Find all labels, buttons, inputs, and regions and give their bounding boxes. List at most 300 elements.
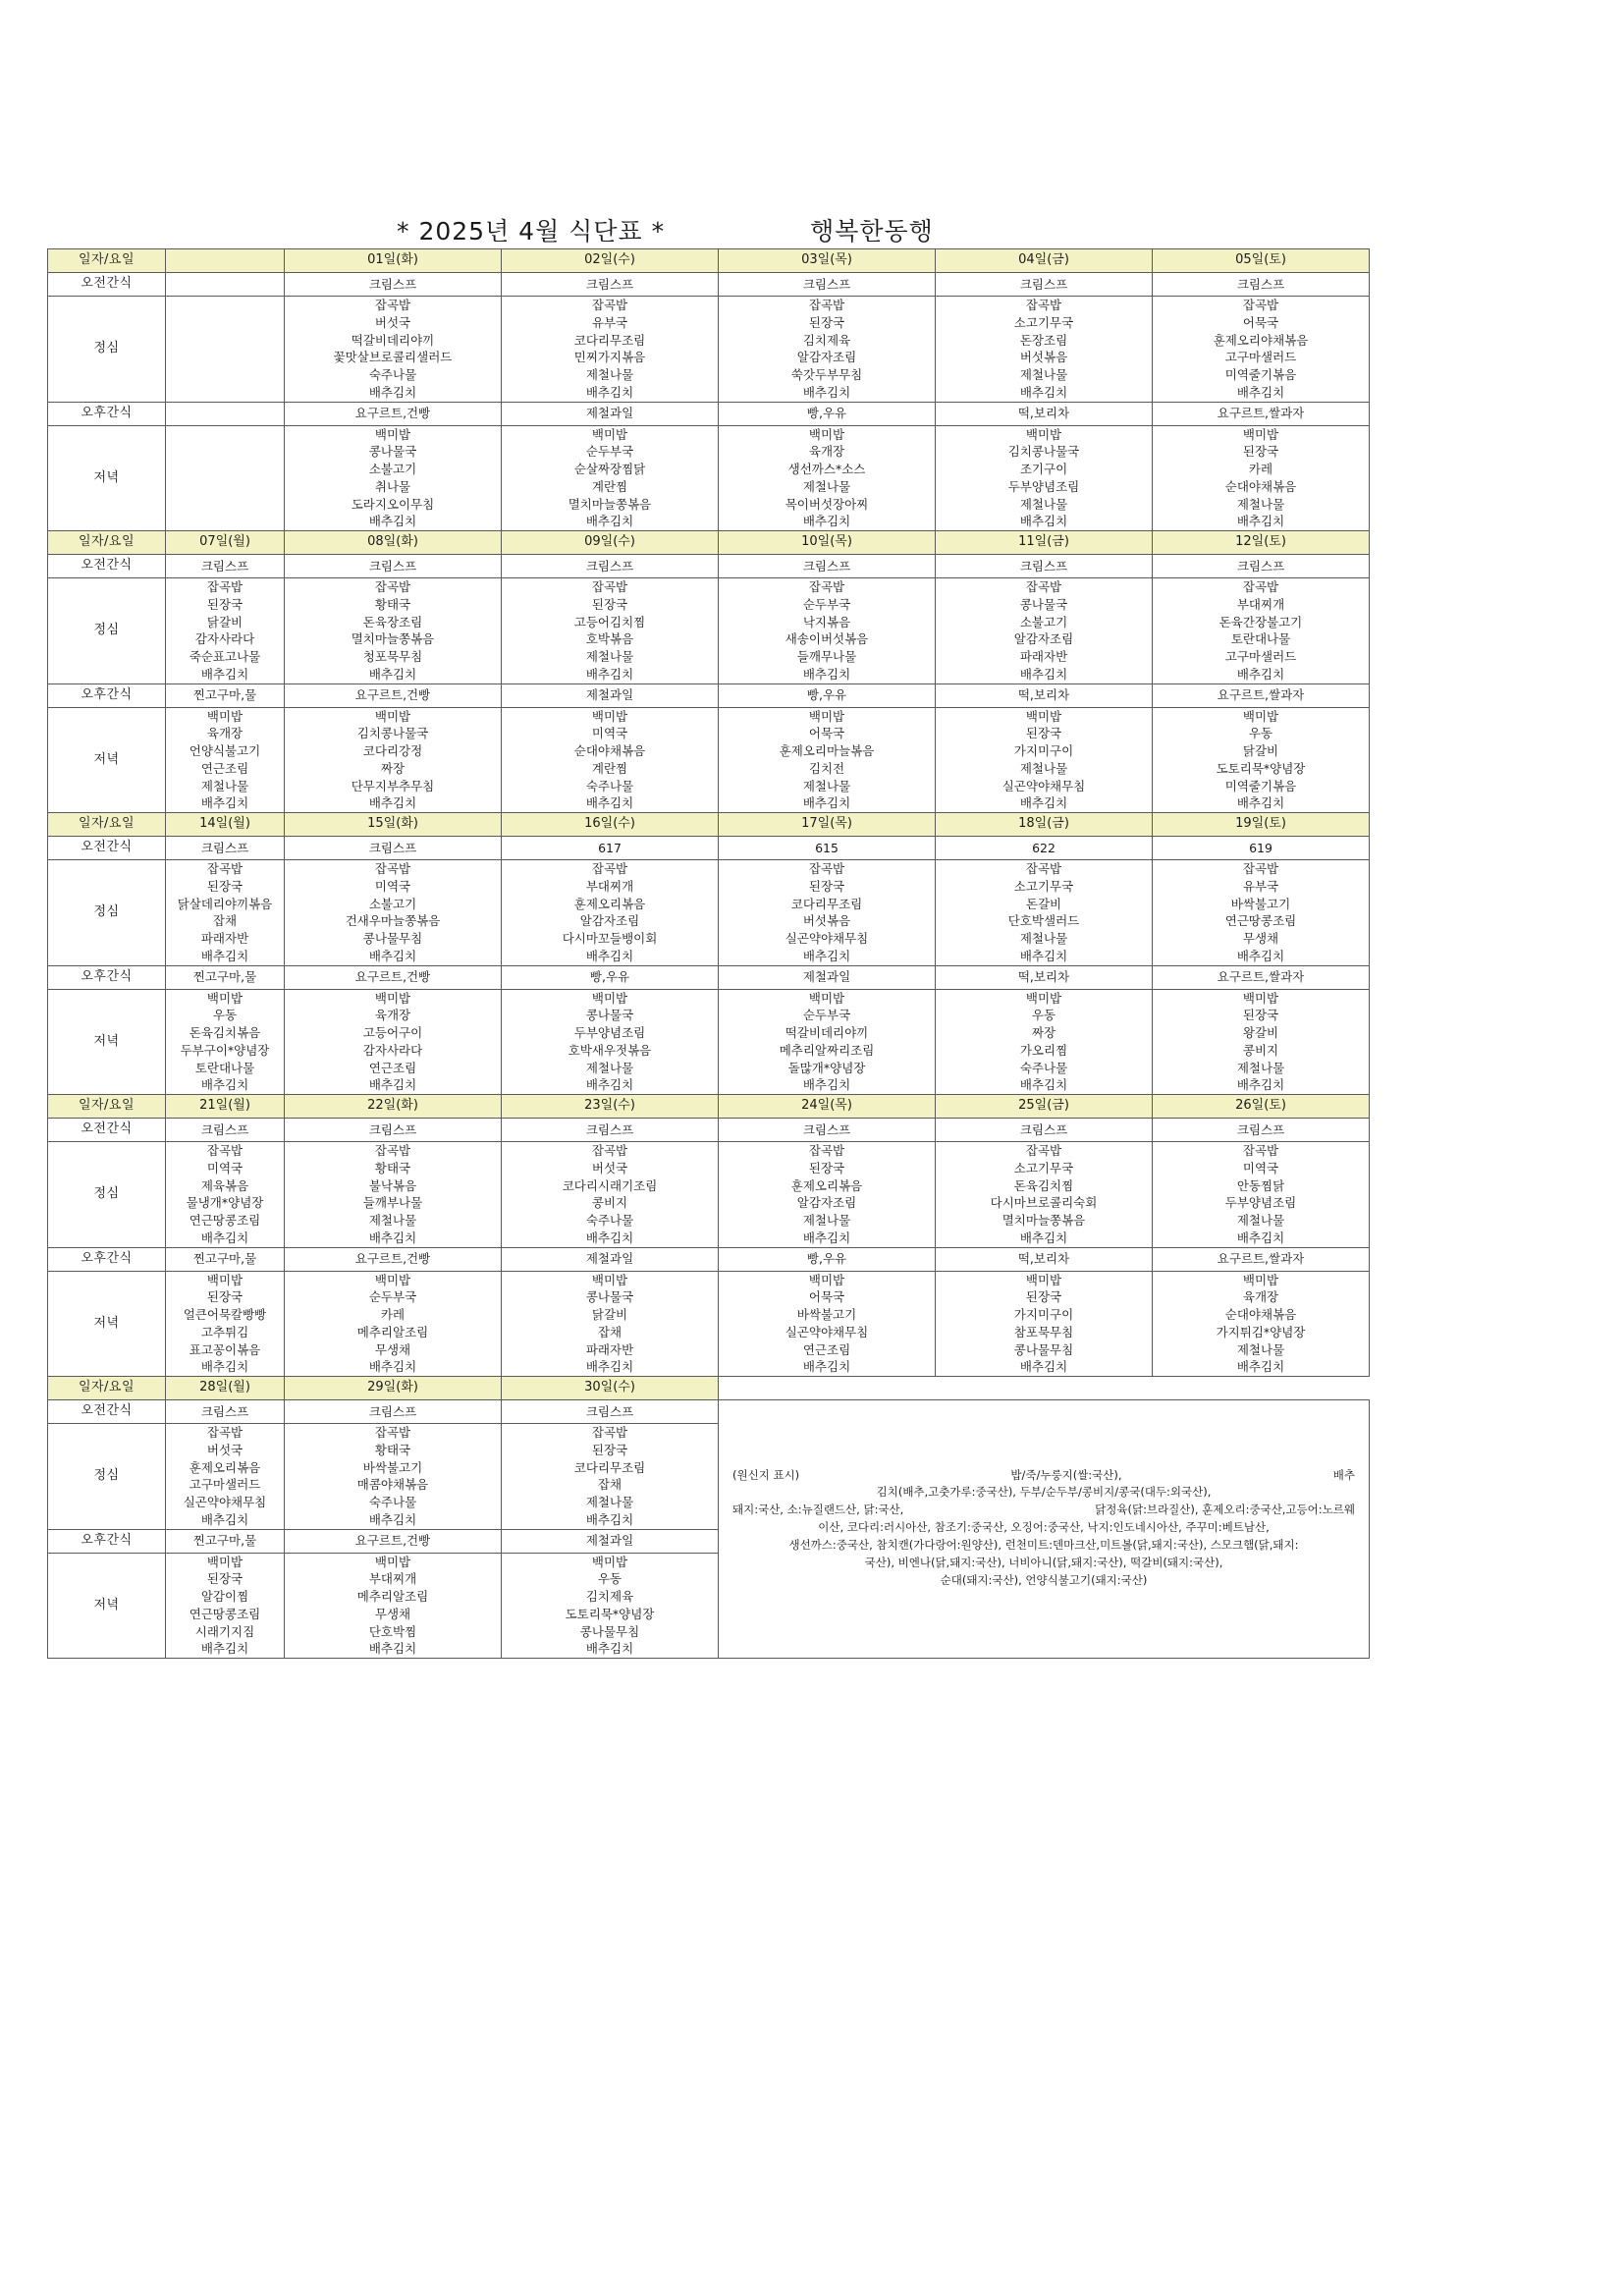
dinner-cell <box>936 707 1153 813</box>
dish-item: 두부양념조림 <box>573 1025 646 1040</box>
dish-item: 훈제오리볶음 <box>189 1459 261 1475</box>
dish-item: 돈갈비 <box>1025 896 1062 911</box>
afternoon-snack-cell: 요구르트,쌀과자 <box>1153 402 1370 425</box>
dish-item: 민찌가지볶음 <box>573 350 646 365</box>
dinner-row <box>48 1271 1587 1377</box>
date-cell: 03일(목) <box>719 249 936 273</box>
dish-item: 된장국 <box>1242 1008 1279 1023</box>
lunch-cell <box>285 578 502 684</box>
afternoon-snack-cell: 요구르트,쌀과자 <box>1153 683 1370 707</box>
dish-item: 유부국 <box>1242 878 1279 894</box>
dinner-cell <box>166 1271 285 1377</box>
dish-item: 숙주나물 <box>1019 1060 1068 1075</box>
dish-item: 메추리알조림 <box>356 1324 429 1339</box>
dish-item: 순두부국 <box>585 444 634 460</box>
dish-item: 배추김치 <box>585 795 634 811</box>
dinner-cell <box>1153 425 1370 531</box>
dish-item: 단호박찜 <box>368 1623 417 1639</box>
dish-item: 카레 <box>380 1307 406 1322</box>
dish-item: 배추김치 <box>802 1077 851 1093</box>
dish-item: 배추김치 <box>368 384 417 400</box>
dinner-cell <box>719 989 936 1095</box>
dish-item: 순두부국 <box>802 1008 851 1023</box>
afternoon-snack-row <box>48 965 1587 989</box>
dish-item: 배추김치 <box>200 1641 249 1657</box>
row-label-afternoon-snack: 오후간식 <box>48 1247 166 1271</box>
lunch-cell <box>166 1142 285 1248</box>
dish-item: 낙지볶음 <box>802 614 851 629</box>
dish-item: 배추김치 <box>200 1511 249 1527</box>
dish-item: 두부구이*양념장 <box>180 1042 270 1058</box>
dish-item: 메추리알짜리조림 <box>779 1042 875 1058</box>
dish-item: 실곤약야채무침 <box>183 1495 267 1509</box>
dish-item: 얼큰어묵칼빵빵 <box>183 1307 267 1322</box>
dish-item: 고추튀김 <box>200 1324 249 1339</box>
dish-item: 매콤야채볶음 <box>356 1477 429 1493</box>
dish-item: 제철나물 <box>802 478 851 494</box>
morning-snack-cell: 크림스프 <box>1153 273 1370 297</box>
date-header-row <box>48 1095 1587 1119</box>
dish-item: 훈제오리볶음 <box>790 1177 863 1193</box>
origin-note-line: 밥/죽/누룽지(쌀:국산), <box>1010 1467 1122 1482</box>
dish-item: 콩나물국 <box>585 1008 634 1023</box>
dish-item: 백미밥 <box>808 990 845 1006</box>
dish-item: 백미밥 <box>1025 1272 1062 1287</box>
dish-item: 멸치마늘쫑볶음 <box>1001 1213 1086 1228</box>
dish-item: 잡곡밥 <box>808 298 845 312</box>
dish-item: 배추김치 <box>1019 514 1068 529</box>
dish-item: 백미밥 <box>206 990 244 1006</box>
lunch-cell <box>502 1424 719 1530</box>
lunch-cell <box>1153 860 1370 966</box>
row-label-morning-snack: 오전간식 <box>48 273 166 297</box>
dish-item: 돈육김치볶음 <box>189 1025 261 1040</box>
lunch-cell <box>1153 297 1370 403</box>
dish-item: 고구마샐러드 <box>1224 350 1297 365</box>
dish-item: 배추김치 <box>585 948 634 963</box>
dish-item: 건새우마늘쫑볶음 <box>345 913 441 929</box>
dish-item: 도라지오이무침 <box>351 496 435 512</box>
dish-item: 알감자조림 <box>796 1195 857 1211</box>
dish-item: 우동 <box>1248 726 1273 741</box>
dish-item: 잡곡밥 <box>591 1143 628 1158</box>
dish-item: 배추김치 <box>368 514 417 529</box>
dish-item: 배추김치 <box>1019 1077 1068 1093</box>
dish-item: 표고꽁이볶음 <box>189 1341 261 1357</box>
organization-name: 행복한동행 <box>810 217 934 246</box>
dish-item: 버섯국 <box>591 1160 628 1175</box>
lunch-cell <box>936 860 1153 966</box>
afternoon-snack-row <box>48 402 1587 425</box>
dish-item: 배추김치 <box>1019 384 1068 400</box>
dish-item: 잡곡밥 <box>374 1425 411 1440</box>
dish-item: 된장국 <box>206 1571 244 1587</box>
afternoon-snack-cell: 빵,우유 <box>719 1247 936 1271</box>
dish-item: 닭갈비 <box>591 1307 628 1322</box>
dish-item: 백미밥 <box>206 708 244 724</box>
dish-item: 청포묵무침 <box>362 649 423 664</box>
dish-item: 육개장 <box>206 726 244 741</box>
dish-item: 백미밥 <box>374 990 411 1006</box>
date-cell: 29일(화) <box>285 1377 502 1400</box>
afternoon-snack-cell: 요구르트,쌀과자 <box>1153 1247 1370 1271</box>
morning-snack-cell: 크림스프 <box>719 555 936 578</box>
dish-item: 들깨무나물 <box>796 649 857 664</box>
lunch-cell <box>936 578 1153 684</box>
dinner-cell <box>502 707 719 813</box>
origin-note-line: 배추 <box>1332 1467 1355 1482</box>
dish-item: 백미밥 <box>206 1554 244 1569</box>
dish-item: 백미밥 <box>591 990 628 1006</box>
dish-item: 콩나물무침 <box>362 931 423 946</box>
dish-item: 잡곡밥 <box>808 579 845 594</box>
morning-snack-cell: 크림스프 <box>719 1119 936 1142</box>
dish-item: 백미밥 <box>374 1272 411 1287</box>
dish-item: 백미밥 <box>1242 426 1279 442</box>
dinner-cell <box>166 1553 285 1659</box>
dish-item: 바싹불고기 <box>1230 896 1291 911</box>
date-cell: 30일(수) <box>502 1377 719 1400</box>
dish-item: 코다리무조림 <box>573 1459 646 1475</box>
dish-item: 배추김치 <box>368 948 417 963</box>
dish-item: 백미밥 <box>374 426 411 442</box>
afternoon-snack-cell: 요구르트,쌀과자 <box>1153 965 1370 989</box>
dish-item: 콩나물국 <box>368 444 417 460</box>
date-cell: 05일(토) <box>1153 249 1370 273</box>
dish-item: 버섯국 <box>374 314 411 330</box>
dish-item: 멸치마늘쫑볶음 <box>568 496 652 512</box>
dish-item: 감자사라다 <box>194 631 255 647</box>
dish-item: 백미밥 <box>591 708 628 724</box>
dish-item: 코다리무조림 <box>573 332 646 348</box>
dish-item: 돌많개*양념장 <box>787 1060 866 1075</box>
afternoon-snack-cell: 제철과일 <box>502 683 719 707</box>
dish-item: 새송이버섯볶음 <box>785 631 869 647</box>
row-label-dinner: 저녁 <box>48 1553 166 1659</box>
dish-item: 훈제오리야채볶음 <box>1213 332 1309 348</box>
dish-item: 된장국 <box>808 314 845 330</box>
lunch-cell <box>719 860 936 966</box>
dinner-row <box>48 989 1587 1095</box>
dish-item: 잡곡밥 <box>591 1425 628 1440</box>
dish-item: 제철나물 <box>200 778 249 793</box>
dish-item: 배추김치 <box>368 1077 417 1093</box>
dish-item: 콩나물국 <box>1019 596 1068 612</box>
date-cell: 15일(화) <box>285 813 502 837</box>
dish-item: 고구마샐러드 <box>1224 649 1297 664</box>
dish-item: 잡곡밥 <box>1025 1143 1062 1158</box>
dinner-cell <box>285 1271 502 1377</box>
dish-item: 제철나물 <box>1019 367 1068 382</box>
afternoon-snack-cell: 떡,보리차 <box>936 402 1153 425</box>
dish-item: 미역국 <box>206 1160 244 1175</box>
dish-item: 잡곡밥 <box>206 579 244 594</box>
dish-item: 백미밥 <box>1242 708 1279 724</box>
dish-item: 소고기무국 <box>1013 878 1074 894</box>
dish-item: 백미밥 <box>1025 990 1062 1006</box>
dish-item: 잡곡밥 <box>374 298 411 312</box>
dish-item: 된장국 <box>206 596 244 612</box>
dish-item: 버섯국 <box>206 1442 244 1457</box>
dish-item: 잡곡밥 <box>808 1143 845 1158</box>
dish-item: 백미밥 <box>808 426 845 442</box>
row-label-lunch: 정심 <box>48 578 166 684</box>
dish-item: 실곤약야채무침 <box>785 931 869 946</box>
date-cell: 28일(월) <box>166 1377 285 1400</box>
row-label-lunch: 정심 <box>48 297 166 403</box>
afternoon-snack-cell: 제철과일 <box>719 965 936 989</box>
dish-item: 연근조림 <box>200 760 249 776</box>
dish-item: 김치콩나물국 <box>356 726 429 741</box>
dish-item: 떡갈비데리야끼 <box>351 332 435 348</box>
row-label-morning-snack: 오전간식 <box>48 1400 166 1424</box>
dish-item: 제철나물 <box>802 1213 851 1228</box>
date-cell: 22일(화) <box>285 1095 502 1119</box>
dish-item: 무생채 <box>374 1606 411 1621</box>
dish-item: 단무지부추무침 <box>351 778 435 793</box>
dinner-cell <box>502 1271 719 1377</box>
morning-snack-cell: 크림스프 <box>936 273 1153 297</box>
dish-item: 소불고기 <box>368 896 417 911</box>
dish-item: 잡채 <box>597 1477 623 1493</box>
dish-item: 제철나물 <box>1019 760 1068 776</box>
dish-item: 버섯볶음 <box>1019 350 1068 365</box>
lunch-cell <box>719 578 936 684</box>
row-label-dinner: 저녁 <box>48 1271 166 1377</box>
meal-plan-table <box>47 248 1587 1659</box>
dish-item: 배추김치 <box>1019 1230 1068 1245</box>
dish-item: 배추김치 <box>1236 1077 1285 1093</box>
row-label-date: 일자/요일 <box>48 1377 166 1400</box>
dish-item: 배추김치 <box>1019 948 1068 963</box>
dish-item: 배추김치 <box>368 1230 417 1245</box>
date-cell: 04일(금) <box>936 249 1153 273</box>
morning-snack-cell: 615 <box>719 837 936 860</box>
afternoon-snack-cell: 요구르트,건빵 <box>285 1247 502 1271</box>
dish-item: 알감자조림 <box>579 913 640 929</box>
date-cell: 12일(토) <box>1153 531 1370 555</box>
dish-item: 백미밥 <box>374 708 411 724</box>
dish-item: 언양식불고기 <box>189 743 261 758</box>
dish-item: 제철나물 <box>585 1060 634 1075</box>
ingredient-origin-note <box>719 1400 1370 1659</box>
dish-item: 미역국 <box>1242 1160 1279 1175</box>
dish-item: 도토리묵*양념장 <box>1216 760 1306 776</box>
dinner-cell <box>285 1553 502 1659</box>
date-cell: 09일(수) <box>502 531 719 555</box>
dish-item: 콩나물국 <box>585 1289 634 1305</box>
dish-item: 소불고기 <box>1019 614 1068 629</box>
dish-item: 백미밥 <box>591 1554 628 1569</box>
afternoon-snack-cell: 요구르트,건빵 <box>285 402 502 425</box>
date-header-row <box>48 531 1587 555</box>
dish-item: 연근땅콩조림 <box>189 1213 261 1228</box>
dish-item: 된장국 <box>808 878 845 894</box>
dish-item: 코다리강정 <box>362 743 423 758</box>
row-label-dinner: 저녁 <box>48 989 166 1095</box>
dish-item: 제철나물 <box>1019 496 1068 512</box>
dish-item: 단호박샐러드 <box>1007 913 1080 929</box>
dish-item: 제철나물 <box>802 778 851 793</box>
dish-item: 배추김치 <box>1236 384 1285 400</box>
dish-item: 배추김치 <box>368 1641 417 1657</box>
dish-item: 잡곡밥 <box>1025 861 1062 876</box>
dish-item: 숙주나물 <box>368 1495 417 1509</box>
lunch-cell <box>936 297 1153 403</box>
afternoon-snack-cell: 떡,보리차 <box>936 683 1153 707</box>
morning-snack-cell: 619 <box>1153 837 1370 860</box>
dish-item: 가오리찜 <box>1019 1042 1068 1058</box>
dish-item: 배추김치 <box>802 514 851 529</box>
origin-note-line: 닭정육(닭:브라질산), 훈제오리:중국산,고등어:노르웨 <box>1095 1503 1355 1517</box>
dish-item: 우동 <box>212 1008 238 1023</box>
spacer-cell <box>166 402 285 425</box>
dish-item: 잡곡밥 <box>374 1143 411 1158</box>
morning-snack-cell: 크림스프 <box>166 837 285 860</box>
dish-item: 배추김치 <box>585 514 634 529</box>
dish-item: 잡곡밥 <box>1242 861 1279 876</box>
afternoon-snack-cell: 찐고구마,물 <box>166 965 285 989</box>
spacer-cell <box>166 297 285 403</box>
dish-item: 백미밥 <box>1025 708 1062 724</box>
dish-item: 부대찌개 <box>1236 596 1285 612</box>
origin-note-header: (원신지 표시) <box>732 1467 800 1482</box>
dish-item: 파래자반 <box>200 931 249 946</box>
dish-item: 제철나물 <box>1236 496 1285 512</box>
dish-item: 제철나물 <box>1236 1213 1285 1228</box>
dish-item: 배추김치 <box>368 1511 417 1527</box>
dish-item: 고구마샐러드 <box>189 1477 261 1493</box>
lunch-cell <box>285 297 502 403</box>
dish-item: 우동 <box>597 1571 623 1587</box>
dish-item: 배추김치 <box>802 948 851 963</box>
dish-item: 꽃맛살브로콜리샐러드 <box>333 350 453 365</box>
dinner-cell <box>285 989 502 1095</box>
date-cell: 21일(월) <box>166 1095 285 1119</box>
dish-item: 황태국 <box>374 1160 411 1175</box>
dish-item: 바싹불고기 <box>796 1307 857 1322</box>
dish-item: 배추김치 <box>368 1359 417 1375</box>
dinner-cell <box>502 989 719 1095</box>
row-label-date: 일자/요일 <box>48 531 166 555</box>
dish-item: 김치콩나물국 <box>1007 444 1080 460</box>
afternoon-snack-cell: 빵,우유 <box>502 965 719 989</box>
dish-item: 배추김치 <box>585 1511 634 1527</box>
dish-item: 배추김치 <box>585 1641 634 1657</box>
dish-item: 돈육김치찜 <box>1013 1177 1074 1193</box>
dish-item: 알감자조림 <box>1013 631 1074 647</box>
date-cell: 14일(월) <box>166 813 285 837</box>
dinner-cell <box>285 425 502 531</box>
lunch-row <box>48 297 1587 403</box>
dish-item: 무생채 <box>374 1341 411 1357</box>
lunch-cell <box>1153 578 1370 684</box>
dish-item: 바싹불고기 <box>362 1459 423 1475</box>
morning-snack-cell: 크림스프 <box>936 1119 1153 1142</box>
dish-item: 가지미구이 <box>1013 743 1074 758</box>
dish-item: 된장국 <box>1025 726 1062 741</box>
dish-item: 고등어김치찜 <box>573 614 646 629</box>
morning-snack-cell: 617 <box>502 837 719 860</box>
date-cell: 26일(토) <box>1153 1095 1370 1119</box>
dish-item: 돈장조림 <box>1019 332 1068 348</box>
dish-item: 된장국 <box>1025 1289 1062 1305</box>
lunch-cell <box>166 578 285 684</box>
dish-item: 제철나물 <box>585 367 634 382</box>
dish-item: 김치제육 <box>802 332 851 348</box>
dish-item: 도토리묵*양념장 <box>565 1606 655 1621</box>
dish-item: 제철나물 <box>585 649 634 664</box>
spacer-cell <box>166 425 285 531</box>
dish-item: 돈육장조림 <box>362 614 423 629</box>
dish-item: 실곤약야채무침 <box>785 1324 869 1339</box>
afternoon-snack-row <box>48 1247 1587 1271</box>
dinner-cell <box>166 989 285 1095</box>
dish-item: 호박새우젓볶음 <box>568 1042 652 1058</box>
row-label-afternoon-snack: 오후간식 <box>48 965 166 989</box>
dish-item: 잡곡밥 <box>374 579 411 594</box>
dish-item: 배추김치 <box>802 384 851 400</box>
row-label-lunch: 정심 <box>48 860 166 966</box>
dinner-cell <box>502 425 719 531</box>
dish-item: 연근땅콩조림 <box>189 1606 261 1621</box>
dish-item: 조기구이 <box>1019 462 1068 476</box>
row-label-dinner: 저녁 <box>48 425 166 531</box>
afternoon-snack-cell: 제철과일 <box>502 1529 719 1553</box>
dish-item: 멸치마늘쫑볶음 <box>351 631 435 647</box>
dish-item: 배추김치 <box>802 795 851 811</box>
lunch-cell <box>1153 1142 1370 1248</box>
morning-snack-cell: 크림스프 <box>166 555 285 578</box>
dish-item: 버섯볶음 <box>802 913 851 929</box>
dish-item: 백미밥 <box>374 1554 411 1569</box>
dish-item: 제철나물 <box>368 1213 417 1228</box>
dinner-cell <box>502 1553 719 1659</box>
origin-note-line: 생선까스:중국산, 참치캔(가다랑어:원양산), 런천미트:덴마크산,미트볼(닭,돼지:국산), 스모크햄(닭,돼지: <box>788 1537 1299 1552</box>
morning-snack-cell: 크림스프 <box>285 837 502 860</box>
afternoon-snack-row <box>48 683 1587 707</box>
dish-item: 숙주나물 <box>585 1213 634 1228</box>
dish-item: 코다리시래기조림 <box>562 1177 658 1193</box>
dish-item: 잡곡밥 <box>591 298 628 312</box>
date-cell: 10일(목) <box>719 531 936 555</box>
morning-snack-cell: 크림스프 <box>285 1119 502 1142</box>
lunch-cell <box>936 1142 1153 1248</box>
lunch-cell <box>166 1424 285 1530</box>
dish-item: 배추김치 <box>585 384 634 400</box>
dish-item: 배추김치 <box>585 666 634 682</box>
dish-item: 배추김치 <box>368 795 417 811</box>
row-label-date: 일자/요일 <box>48 249 166 273</box>
date-cell: 24일(목) <box>719 1095 936 1119</box>
morning-snack-cell: 크림스프 <box>1153 1119 1370 1142</box>
row-label-afternoon-snack: 오후간식 <box>48 1529 166 1553</box>
afternoon-snack-cell: 요구르트,건빵 <box>285 683 502 707</box>
dish-item: 숙주나물 <box>585 778 634 793</box>
dish-item: 미역줄기볶음 <box>1224 367 1297 382</box>
date-cell: 11일(금) <box>936 531 1153 555</box>
row-label-morning-snack: 오전간식 <box>48 555 166 578</box>
morning-snack-cell: 크림스프 <box>1153 555 1370 578</box>
dish-item: 계란찜 <box>591 478 628 494</box>
date-header-row <box>48 1377 1587 1400</box>
dish-item: 배추김치 <box>1236 1359 1285 1375</box>
dish-item: 김치전 <box>808 760 845 776</box>
afternoon-snack-cell: 빵,우유 <box>719 683 936 707</box>
dish-item: 떡갈비데리야끼 <box>785 1025 869 1040</box>
dish-item: 된장국 <box>206 878 244 894</box>
morning-snack-cell: 크림스프 <box>285 1400 502 1424</box>
